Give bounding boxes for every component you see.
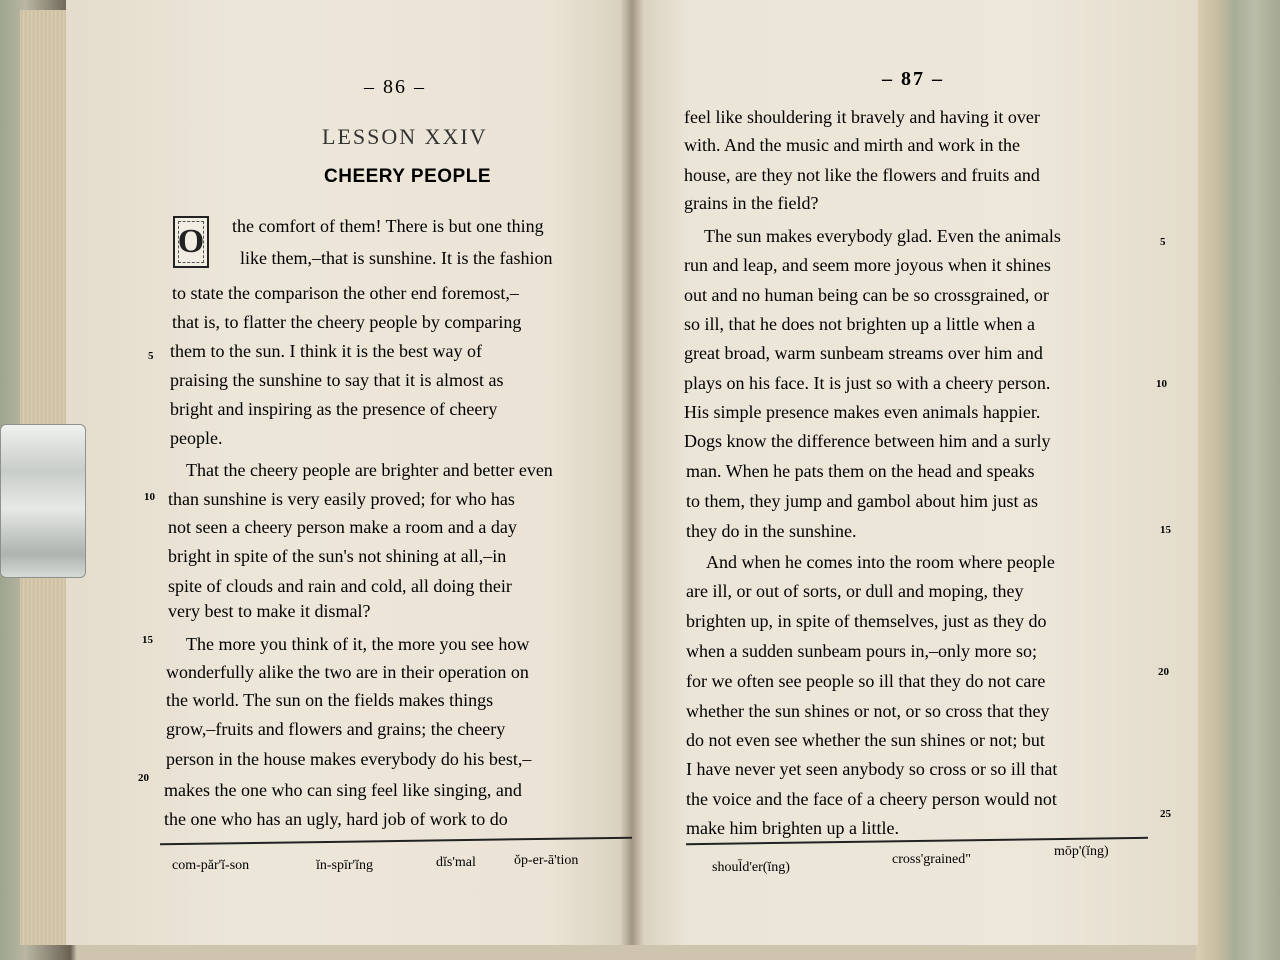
left-line: than sunshine is very easily proved; for who has (168, 489, 515, 509)
right-line: grains in the field? (684, 193, 819, 213)
right-line: so ill, that he does not brighten up a little when a (684, 314, 1035, 334)
right-line: run and leap, and seem more joyous when it shines (684, 255, 1051, 275)
binder-clip (0, 424, 86, 578)
right-line: great broad, warm sunbeam streams over him and (684, 343, 1043, 363)
left-line: the world. The sun on the fields makes things (166, 690, 494, 710)
vocabulary-word: com-păr'ĭ-son (172, 858, 250, 873)
right-line: when a sudden sunbeam pours in,–only more so; (686, 641, 1037, 661)
line-number: 10 (144, 491, 155, 503)
line-number: 5 (148, 350, 154, 362)
left-line: that is, to flatter the cheery people by comparing (172, 312, 522, 332)
right-line: The sun makes everybody glad. Even the animals (704, 226, 1061, 246)
line-number: 15 (142, 634, 153, 646)
left-line: bright and inspiring as the presence of cheery (170, 399, 498, 419)
right-line: man. When he pats them on the head and speaks (686, 461, 1035, 481)
left-line: makes the one who can sing feel like singing, and (164, 780, 522, 800)
line-number: 20 (1158, 666, 1169, 678)
left-line: bright in spite of the sun's not shining at all,–in (168, 546, 507, 566)
left-line: the comfort of them! There is but one thing (232, 216, 544, 236)
left-line: the one who has an ugly, hard job of work to do (164, 809, 508, 829)
right-line: with. And the music and mirth and work in the (684, 135, 1020, 155)
right-line: make him brighten up a little. (686, 818, 899, 838)
left-line: like them,–that is sunshine. It is the fashion (240, 248, 553, 268)
vocabulary-word: dĭs'mal (436, 855, 476, 870)
right-line: brighten up, in spite of themselves, just as they do (686, 611, 1047, 631)
lesson-subtitle: CHEERY PEOPLE (324, 166, 491, 187)
left-line: The more you think of it, the more you see how (186, 634, 530, 654)
right-line: Dogs know the difference between him and a surly (684, 431, 1051, 451)
right-line: plays on his face. It is just so with a cheery person. (684, 373, 1051, 393)
left-line: person in the house makes everybody do his best,– (166, 749, 532, 769)
right-line: for we often see people so ill that they do not care (686, 671, 1046, 691)
left-line: people. (170, 428, 223, 448)
left-line: grow,–fruits and flowers and grains; the cheery (166, 719, 506, 739)
vocabulary-word: mōp'(ĭng) (1054, 844, 1109, 859)
line-number: 20 (138, 772, 149, 784)
right-line: His simple presence makes even animals happier. (684, 402, 1041, 422)
right-line: are ill, or out of sorts, or dull and moping, they (686, 581, 1024, 601)
left-line: to state the comparison the other end foremost,– (172, 283, 519, 303)
book-gutter (620, 0, 644, 945)
left-line: not seen a cheery person make a room and a day (168, 517, 517, 537)
right-line: And when he comes into the room where people (706, 552, 1055, 572)
left-page-number: – 86 – (364, 76, 426, 98)
left-line: spite of clouds and rain and cold, all doing their (168, 576, 512, 596)
vocabulary-word: shoul̄d'er(ĭng) (712, 860, 790, 875)
line-number: 5 (1160, 236, 1166, 248)
left-line: very best to make it dismal? (168, 601, 371, 621)
lesson-title: LESSON XXIV (322, 124, 488, 149)
line-number: 25 (1160, 808, 1171, 820)
right-line: whether the sun shines or not, or so cross that they (686, 701, 1050, 721)
right-line: they do in the sunshine. (686, 521, 857, 541)
line-number: 10 (1156, 378, 1167, 390)
vocabulary-word: ĭn-spīr'ĭng (316, 858, 373, 873)
right-line: do not even see whether the sun shines or not; but (686, 730, 1045, 750)
right-line: feel like shouldering it bravely and having it over (684, 107, 1040, 127)
right-line: I have never yet seen anybody so cross or so ill that (686, 759, 1058, 779)
left-line: praising the sunshine to say that it is almost as (170, 370, 504, 390)
left-line: That the cheery people are brighter and better even (186, 460, 553, 480)
right-page-number: – 87 – (882, 68, 944, 90)
right-line: house, are they not like the flowers and fruits and (684, 165, 1040, 185)
book-cover-edge (1196, 0, 1280, 960)
left-line: wonderfully alike the two are in their operation on (166, 662, 529, 682)
left-line: them to the sun. I think it is the best way of (170, 341, 482, 361)
line-number: 15 (1160, 524, 1171, 536)
vocabulary-word: cross'grained" (892, 852, 971, 867)
vocabulary-word: ŏp-er-ā'tion (514, 853, 579, 868)
drop-cap-ornament: O (173, 216, 209, 268)
right-line: out and no human being can be so crossgrained, or (684, 285, 1049, 305)
right-line: to them, they jump and gambol about him just as (686, 491, 1038, 511)
right-line: the voice and the face of a cheery person would not (686, 789, 1057, 809)
